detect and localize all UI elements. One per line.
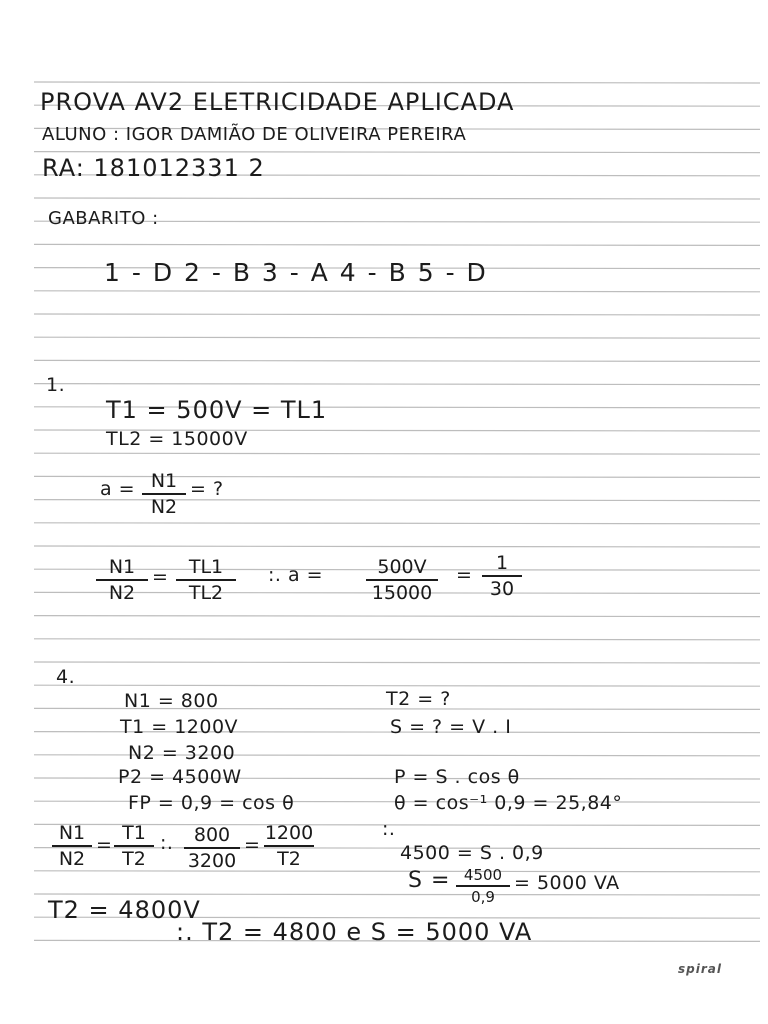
ruled-line-24 [34,639,760,640]
q4-f3-denominator: 3200 [187,850,237,872]
q4-fraction-t2 [264,822,314,870]
q4-f4-denominator: T2 [277,848,301,870]
q1-f3-numerator: 500V [377,556,427,578]
header-student-name: ALUNO : IGOR DAMIÃO DE OLIVEIRA PEREIRA [42,124,467,145]
q4-fraction-n [52,822,92,870]
q4-s-result: = 5000 VA [514,872,620,894]
q1-a-suffix: = ? [190,478,224,500]
q4-final-answer: :. T2 = 4800 e S = 5000 VA [176,918,533,946]
ruled-line-11 [34,337,760,338]
q4-find-s: S = ? = V . I [390,716,512,738]
q1-line2: TL2 = 15000V [106,428,248,450]
q4-theta: θ = cos⁻¹ 0,9 = 25,84° [394,792,623,814]
q4-given-n2: N2 = 3200 [128,742,236,764]
q1-f4-numerator: 1 [495,552,509,574]
ruled-line-0 [34,82,760,83]
q1-fraction-t [176,556,236,604]
q1-equals-2: = [456,564,473,586]
gabarito-title: GABARITO : [48,208,159,229]
ruled-line-23 [34,616,760,617]
q4-therefore-right: :. [382,818,396,840]
q1-a-fraction [142,470,186,518]
q4-f1-denominator: N2 [58,848,86,870]
q4-given-t1: T1 = 1200V [120,716,239,738]
header-ra: RA: 181012331 2 [42,154,265,182]
q4-equals-1: = [96,834,113,856]
ruled-line-16 [34,453,760,454]
fraction-bar [96,579,148,581]
q4-f2-numerator: T1 [122,822,146,844]
q1-fraction-result [482,552,522,600]
q4-s-denominator: 0,9 [471,888,495,906]
q4-f3-numerator: 800 [193,824,231,846]
q4-s-fraction [456,866,510,906]
q4-given-p2: P2 = 4500W [118,766,242,788]
q1-therefore-a: :. a = [268,564,324,586]
fraction-bar [176,579,236,581]
ruled-line-5 [34,198,760,199]
q1-f2-denominator: TL2 [188,582,224,604]
q4-f1-numerator: N1 [58,822,86,844]
q4-fraction-numbers [184,824,240,872]
ruled-line-20 [34,546,760,547]
ruled-line-34 [34,871,760,872]
fraction-bar [142,493,186,495]
q4-equals-2: = [244,834,261,856]
q1-f1-numerator: N1 [108,556,136,578]
q1-a-prefix: a = [100,478,136,500]
q4-f4-numerator: 1200 [264,822,314,844]
q1-a-denominator: N2 [150,496,178,518]
fraction-bar [482,575,522,577]
q4-s-numerator: 4500 [463,866,503,884]
ruled-line-12 [34,360,760,361]
q1-line1: T1 = 500V = TL1 [106,396,328,424]
q1-fraction-v [366,556,438,604]
q1-f1-denominator: N2 [108,582,136,604]
q4-find-t2: T2 = ? [386,688,451,710]
q1-f3-denominator: 15000 [371,582,433,604]
q4-t2-result: T2 = 4800V [48,896,201,924]
q4-given-n1: N1 = 800 [124,690,219,712]
notebook-brand-logo: spiral [678,962,722,976]
header-exam-title: PROVA AV2 ELETRICIDADE APLICADA [40,88,515,116]
q4-f2-denominator: T2 [122,848,146,870]
ruled-line-35 [34,894,760,895]
ruled-line-9 [34,291,760,292]
q4-given-fp: FP = 0,9 = cos θ [128,792,295,814]
q1-f4-denominator: 30 [489,578,515,600]
gabarito-answers: 1 - D 2 - B 3 - A 4 - B 5 - D [104,258,488,287]
fraction-bar [456,885,510,887]
q4-s-equation: 4500 = S . 0,9 [400,842,544,864]
q4-label: 4. [56,666,76,688]
q4-fraction-t [114,822,154,870]
q1-f2-numerator: TL1 [188,556,224,578]
fraction-bar [184,847,240,849]
q1-fraction-n [96,556,148,604]
ruled-line-19 [34,523,760,524]
q4-power-formula: P = S . cos θ [394,766,520,788]
ruled-line-13 [34,384,760,385]
q1-a-numerator: N1 [150,470,178,492]
fraction-bar [52,845,92,847]
q4-therefore-left: :. [160,832,174,854]
ruled-line-26 [34,685,760,686]
ruled-line-7 [34,244,760,245]
ruled-line-25 [34,662,760,663]
fraction-bar [366,579,438,581]
q4-s-prefix: S = [408,868,451,893]
q1-equals-1: = [152,566,169,588]
q1-label: 1. [46,374,66,396]
fraction-bar [114,845,154,847]
ruled-line-10 [34,314,760,315]
ruled-line-3 [34,152,760,153]
fraction-bar [264,845,314,847]
